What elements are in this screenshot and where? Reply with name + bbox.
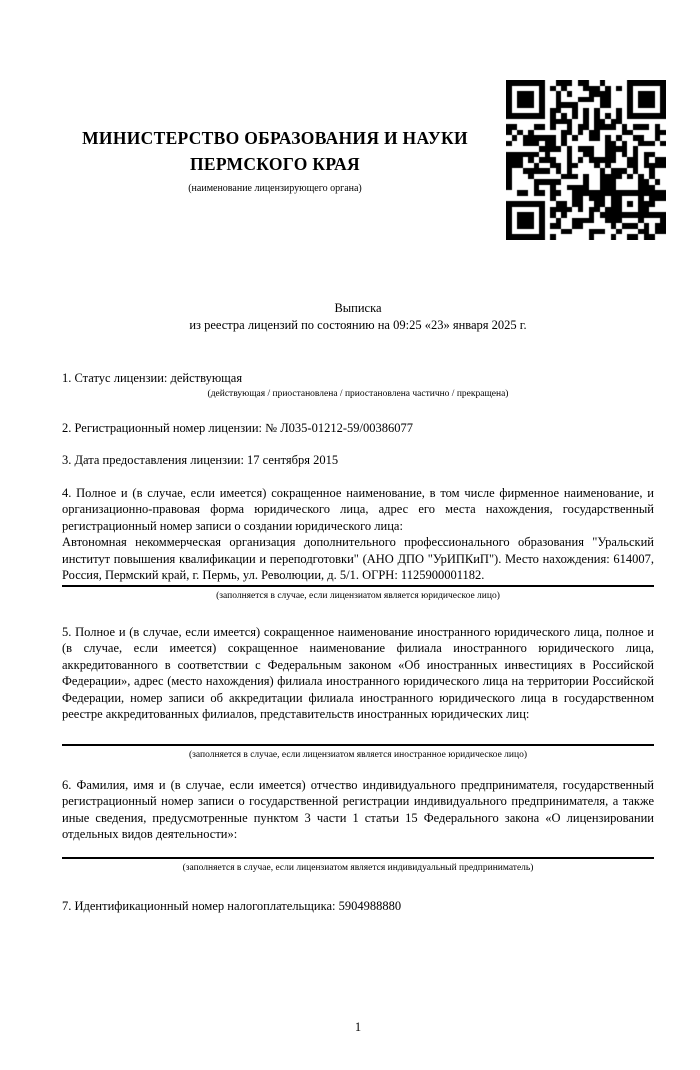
field-6-fill-caption: (заполняется в случае, если лицензиатом является индивидуальный предприниматель) [182, 862, 534, 873]
licensing-authority-name-line2: ПЕРМСКОГО КРАЯ [190, 154, 360, 174]
licensing-authority-name [62, 125, 488, 177]
qr-code [506, 80, 666, 240]
field-5-foreign-entity [62, 624, 654, 761]
field-7-label: 7. Идентификационный номер налогоплательщика: 5904988880 [62, 898, 402, 913]
document-title-line1: Выписка [334, 301, 382, 315]
page-number: 1 [354, 1020, 362, 1034]
document-body [62, 370, 654, 914]
field-3-grant-date [62, 452, 654, 469]
field-1-options-caption: (действующая / приостановлена / приостановлена частично / прекращена) [207, 388, 509, 399]
field-7-taxpayer-number [62, 898, 654, 915]
field-4-legal-entity [62, 485, 654, 602]
field-5-fill-caption: (заполняется в случае, если лицензиатом является иностранное юридическое лицо) [189, 749, 527, 760]
field-2-label: 2. Регистрационный номер лицензии: № Л035-01212-59/00386077 [62, 420, 413, 435]
qr-code-icon [506, 80, 666, 240]
document-header [62, 80, 666, 240]
field-2-registration-number [62, 420, 654, 437]
licensing-authority-name-line1: МИНИСТЕРСТВО ОБРАЗОВАНИЯ И НАУКИ [82, 128, 468, 148]
document-title [62, 300, 654, 334]
field-1-label: 1. Статус лицензии: действующая [62, 371, 243, 385]
field-6-label: 6. Фамилия, имя и (в случае, если имеется) отчество индивидуального предпринимателя, государственный регистрационный номер записи о государственной регистрации индивидуального предпринимателя, а также иные сведения, предусмотренные пунктом 3 части 1 статьи 15 Федерального закона «О лицензировании отдельных видов деятельности»: [62, 777, 654, 841]
field-5-label: 5. Полное и (в случае, если имеется) сокращенное наименование иностранного юридического лица, полное и (в случае, если имеется) сокращенное наименование филиала иностранного юридического лица, аккредитованного в соответствии с Федеральным законом «Об иностранных инвестициях в Российской Федерации», адрес (место нахождения) филиала иностранного юридического лица на территории Российской Федерации, номер записи об аккредитации филиала иностранного юридического лица в государственном реестре аккредитованных филиалов, представительств иностранных юридических лиц: [62, 624, 654, 721]
field-3-label: 3. Дата предоставления лицензии: 17 сентября 2015 [62, 453, 339, 467]
field-4-fill-caption: (заполняется в случае, если лицензиатом является юридическое лицо) [216, 590, 500, 601]
licensing-authority-caption: (наименование лицензирующего органа) [188, 183, 362, 194]
license-extract-page [0, 80, 700, 1070]
field-6-individual-entrepreneur [62, 777, 654, 874]
field-4-label: 4. Полное и (в случае, если имеется) сокращенное наименование, в том числе фирменное наименование, и организационно-правовая форма юридического лица, адрес его места нахождения, государственный регистрационный номер записи о создании юридического лица: [62, 485, 654, 533]
field-1-license-status [62, 370, 654, 400]
document-title-line2: из реестра лицензий по состоянию на 09:25 «23» января 2025 г. [189, 318, 527, 332]
licensing-authority-block [62, 125, 506, 195]
field-4-value: Автономная некоммерческая организация дополнительного профессионального образования "Уральский институт повышения квалификации и переподготовки" (АНО ДПО "УрИПКиП"). Место нахождения: 614007, Россия, Пермский край, г. Пермь, ул. Революции, д. 5/1. ОГРН: 1125900001182. [62, 535, 654, 582]
